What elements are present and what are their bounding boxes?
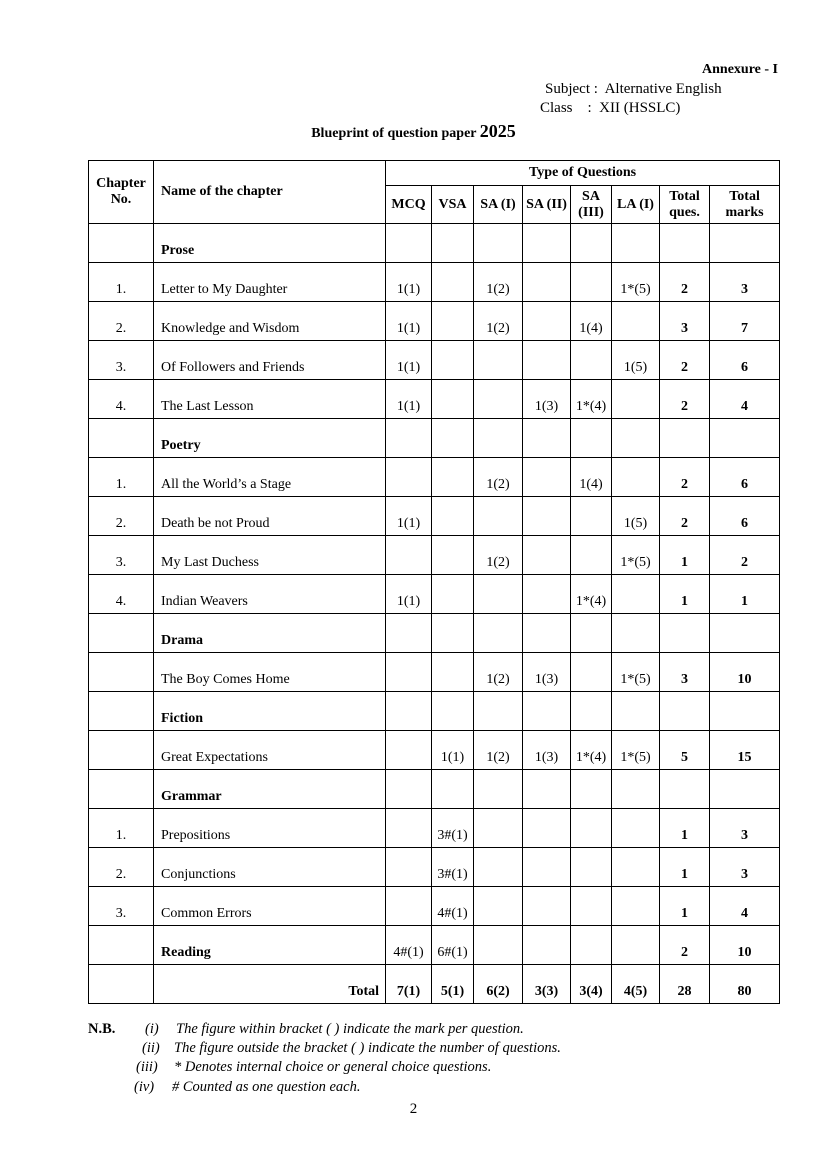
question-count-cell xyxy=(386,770,432,809)
chapter-name-cell: Letter to My Daughter xyxy=(154,263,386,302)
question-count-cell xyxy=(523,497,571,536)
question-count-cell: 1(2) xyxy=(474,731,523,770)
total-questions-cell: 1 xyxy=(660,809,710,848)
table-row xyxy=(89,653,780,692)
total-marks-cell xyxy=(710,614,780,653)
question-count-cell xyxy=(432,341,474,380)
question-count-cell: 1*(5) xyxy=(612,536,660,575)
question-count-cell: 1(4) xyxy=(571,302,612,341)
question-count-cell: 3#(1) xyxy=(432,809,474,848)
question-count-cell: 1(5) xyxy=(612,497,660,536)
table-body xyxy=(89,224,780,1004)
question-count-cell xyxy=(432,692,474,731)
chapter-no-cell xyxy=(89,419,154,458)
total-questions-cell: 1 xyxy=(660,536,710,575)
question-count-cell: 3#(1) xyxy=(432,848,474,887)
header-type-col: SA (II) xyxy=(523,186,571,224)
total-marks-cell: 6 xyxy=(710,497,780,536)
question-count-cell: 6#(1) xyxy=(432,926,474,965)
total-questions-cell: 1 xyxy=(660,575,710,614)
question-count-cell xyxy=(474,575,523,614)
section-heading: Poetry xyxy=(154,419,386,458)
chapter-no-cell: 2. xyxy=(89,848,154,887)
total-questions-cell: 3 xyxy=(660,302,710,341)
total-marks-cell: 7 xyxy=(710,302,780,341)
total-marks-cell: 6 xyxy=(710,458,780,497)
total-questions-cell: 1 xyxy=(660,887,710,926)
question-count-cell: 1*(4) xyxy=(571,731,612,770)
table-row xyxy=(89,497,780,536)
question-count-cell: 1(1) xyxy=(432,731,474,770)
note-number: (ii) xyxy=(142,1040,160,1056)
question-count-cell xyxy=(474,770,523,809)
document-title xyxy=(0,121,827,142)
note-text: The figure outside the bracket ( ) indicate the number of questions. xyxy=(174,1040,561,1056)
question-count-cell xyxy=(474,692,523,731)
question-count-cell xyxy=(612,458,660,497)
chapter-no-cell: 3. xyxy=(89,536,154,575)
note-number: (iii) xyxy=(136,1059,158,1075)
question-count-cell xyxy=(523,341,571,380)
question-count-cell xyxy=(474,848,523,887)
total-marks-cell: 10 xyxy=(710,653,780,692)
question-count-cell xyxy=(612,887,660,926)
question-count-cell xyxy=(523,575,571,614)
question-count-cell xyxy=(432,653,474,692)
question-count-cell xyxy=(523,887,571,926)
chapter-no-cell xyxy=(89,731,154,770)
question-count-cell xyxy=(432,419,474,458)
question-count-cell: 1*(4) xyxy=(571,380,612,419)
question-count-cell xyxy=(612,848,660,887)
header-type-of-questions: Type of Questions xyxy=(386,161,780,186)
question-count-cell xyxy=(386,731,432,770)
chapter-name-cell: Death be not Proud xyxy=(154,497,386,536)
chapter-no-cell: 1. xyxy=(89,458,154,497)
question-count-cell xyxy=(432,380,474,419)
question-count-cell: 1(2) xyxy=(474,302,523,341)
note-text: * Denotes internal choice or general choice questions. xyxy=(174,1059,492,1075)
question-count-cell: 4#(1) xyxy=(432,887,474,926)
question-count-cell xyxy=(612,302,660,341)
total-value-cell: 3(4) xyxy=(571,965,612,1004)
chapter-name-cell: Knowledge and Wisdom xyxy=(154,302,386,341)
total-questions-cell: 5 xyxy=(660,731,710,770)
question-count-cell: 1(1) xyxy=(386,497,432,536)
question-count-cell xyxy=(474,497,523,536)
header-type-col: SA (III) xyxy=(571,186,612,224)
question-count-cell xyxy=(571,887,612,926)
total-marks-cell xyxy=(710,770,780,809)
note-text: # Counted as one question each. xyxy=(172,1079,361,1095)
question-count-cell xyxy=(571,653,612,692)
chapter-name-cell: Great Expectations xyxy=(154,731,386,770)
chapter-name-cell: Conjunctions xyxy=(154,848,386,887)
table-row xyxy=(89,848,780,887)
total-row-spacer xyxy=(89,965,154,1004)
question-count-cell xyxy=(523,809,571,848)
total-value-cell: 5(1) xyxy=(432,965,474,1004)
question-count-cell xyxy=(612,770,660,809)
chapter-name-cell: Common Errors xyxy=(154,887,386,926)
total-marks-cell xyxy=(710,692,780,731)
question-count-cell xyxy=(571,497,612,536)
header-type-col: MCQ xyxy=(386,186,432,224)
total-questions-cell: 2 xyxy=(660,497,710,536)
chapter-no-cell: 4. xyxy=(89,575,154,614)
total-questions-cell: 2 xyxy=(660,380,710,419)
section-row xyxy=(89,770,780,809)
total-value-cell: 7(1) xyxy=(386,965,432,1004)
question-count-cell xyxy=(523,536,571,575)
section-row xyxy=(89,614,780,653)
chapter-name-cell: The Last Lesson xyxy=(154,380,386,419)
note-number: (iv) xyxy=(134,1079,155,1095)
question-count-cell: 1(3) xyxy=(523,380,571,419)
section-heading: Drama xyxy=(154,614,386,653)
question-count-cell: 1*(5) xyxy=(612,653,660,692)
question-count-cell xyxy=(523,926,571,965)
annexure-label: Annexure - I xyxy=(702,62,778,77)
chapter-no-cell: 3. xyxy=(89,341,154,380)
question-count-cell: 1(1) xyxy=(386,575,432,614)
total-marks-cell: 3 xyxy=(710,848,780,887)
question-count-cell xyxy=(612,419,660,458)
question-count-cell xyxy=(612,926,660,965)
total-questions-cell: 2 xyxy=(660,926,710,965)
chapter-name-cell: Prepositions xyxy=(154,809,386,848)
question-count-cell xyxy=(571,263,612,302)
total-questions-cell xyxy=(660,692,710,731)
question-count-cell xyxy=(432,302,474,341)
class-line: Class : XII (HSSLC) xyxy=(540,100,681,116)
total-questions-cell: 2 xyxy=(660,341,710,380)
chapter-name-cell: Of Followers and Friends xyxy=(154,341,386,380)
question-count-cell xyxy=(571,926,612,965)
question-count-cell xyxy=(386,653,432,692)
table-row xyxy=(89,380,780,419)
chapter-name-cell: My Last Duchess xyxy=(154,536,386,575)
question-count-cell xyxy=(571,341,612,380)
total-questions-cell: 2 xyxy=(660,263,710,302)
question-count-cell xyxy=(386,887,432,926)
question-count-cell xyxy=(523,614,571,653)
total-marks-cell: 3 xyxy=(710,809,780,848)
question-count-cell xyxy=(386,614,432,653)
header-chapter-name: Name of the chapter xyxy=(154,161,386,224)
total-marks-cell: 6 xyxy=(710,341,780,380)
total-questions-cell: 3 xyxy=(660,653,710,692)
question-count-cell xyxy=(523,302,571,341)
section-row xyxy=(89,224,780,263)
question-count-cell xyxy=(432,224,474,263)
question-count-cell xyxy=(571,770,612,809)
table-row xyxy=(89,263,780,302)
question-count-cell xyxy=(432,614,474,653)
question-count-cell xyxy=(432,458,474,497)
question-count-cell xyxy=(432,263,474,302)
question-count-cell xyxy=(523,263,571,302)
question-count-cell xyxy=(474,926,523,965)
chapter-name-cell: The Boy Comes Home xyxy=(154,653,386,692)
question-count-cell: 1(2) xyxy=(474,263,523,302)
question-count-cell xyxy=(432,536,474,575)
question-count-cell xyxy=(571,224,612,263)
note-text: The figure within bracket ( ) indicate the mark per question. xyxy=(176,1021,524,1037)
table-row xyxy=(89,809,780,848)
question-count-cell: 4#(1) xyxy=(386,926,432,965)
total-questions-cell: 1 xyxy=(660,848,710,887)
question-count-cell xyxy=(523,458,571,497)
question-count-cell xyxy=(474,380,523,419)
header-type-col: LA (I) xyxy=(612,186,660,224)
question-count-cell xyxy=(571,536,612,575)
section-row xyxy=(89,692,780,731)
question-count-cell xyxy=(612,380,660,419)
total-value-cell: 6(2) xyxy=(474,965,523,1004)
header-type-col: Total ques. xyxy=(660,186,710,224)
section-row xyxy=(89,926,780,965)
total-marks-cell: 15 xyxy=(710,731,780,770)
question-count-cell xyxy=(612,809,660,848)
total-value-cell: 80 xyxy=(710,965,780,1004)
question-count-cell xyxy=(386,458,432,497)
chapter-no-cell xyxy=(89,653,154,692)
question-count-cell xyxy=(432,770,474,809)
chapter-no-cell xyxy=(89,224,154,263)
question-count-cell xyxy=(571,848,612,887)
title-text: Blueprint of question paper xyxy=(311,126,480,141)
table-row xyxy=(89,887,780,926)
question-count-cell xyxy=(523,419,571,458)
question-count-cell xyxy=(571,614,612,653)
question-count-cell: 1*(5) xyxy=(612,731,660,770)
total-value-cell: 3(3) xyxy=(523,965,571,1004)
notes-lead: N.B. xyxy=(88,1021,116,1037)
table-row xyxy=(89,731,780,770)
header-type-col: VSA xyxy=(432,186,474,224)
header-type-col: Total marks xyxy=(710,186,780,224)
question-count-cell xyxy=(474,887,523,926)
question-count-cell: 1(1) xyxy=(386,263,432,302)
chapter-no-cell: 3. xyxy=(89,887,154,926)
question-count-cell xyxy=(571,419,612,458)
question-count-cell xyxy=(523,692,571,731)
header-chapter-no: Chapter No. xyxy=(89,161,154,224)
total-questions-cell xyxy=(660,224,710,263)
section-heading: Reading xyxy=(154,926,386,965)
total-questions-cell xyxy=(660,419,710,458)
question-count-cell xyxy=(474,809,523,848)
question-count-cell: 1(2) xyxy=(474,653,523,692)
question-count-cell: 1(1) xyxy=(386,302,432,341)
total-label: Total xyxy=(154,965,386,1004)
question-count-cell xyxy=(571,692,612,731)
total-marks-cell: 4 xyxy=(710,887,780,926)
table-row xyxy=(89,575,780,614)
question-count-cell xyxy=(523,848,571,887)
blueprint-table xyxy=(88,160,780,1004)
header-type-col: SA (I) xyxy=(474,186,523,224)
total-questions-cell xyxy=(660,614,710,653)
question-count-cell: 1(1) xyxy=(386,380,432,419)
question-count-cell xyxy=(386,224,432,263)
chapter-name-cell: All the World’s a Stage xyxy=(154,458,386,497)
total-row xyxy=(89,965,780,1004)
total-questions-cell xyxy=(660,770,710,809)
question-count-cell xyxy=(386,809,432,848)
chapter-no-cell xyxy=(89,926,154,965)
total-marks-cell: 2 xyxy=(710,536,780,575)
question-count-cell: 1(3) xyxy=(523,731,571,770)
total-marks-cell xyxy=(710,419,780,458)
subject-line: Subject : Alternative English xyxy=(545,81,722,97)
table-row xyxy=(89,458,780,497)
table-row xyxy=(89,302,780,341)
chapter-name-cell: Indian Weavers xyxy=(154,575,386,614)
question-count-cell xyxy=(474,224,523,263)
section-heading: Fiction xyxy=(154,692,386,731)
chapter-no-cell: 2. xyxy=(89,497,154,536)
title-year: 2025 xyxy=(479,121,516,141)
question-count-cell xyxy=(474,341,523,380)
page-number: 2 xyxy=(409,1101,418,1117)
question-count-cell: 1(4) xyxy=(571,458,612,497)
question-count-cell xyxy=(386,848,432,887)
total-value-cell: 4(5) xyxy=(612,965,660,1004)
note-number: (i) xyxy=(145,1021,159,1037)
section-heading: Prose xyxy=(154,224,386,263)
chapter-no-cell: 1. xyxy=(89,809,154,848)
question-count-cell xyxy=(612,692,660,731)
chapter-no-cell: 4. xyxy=(89,380,154,419)
chapter-no-cell: 2. xyxy=(89,302,154,341)
total-marks-cell: 10 xyxy=(710,926,780,965)
question-count-cell: 1*(4) xyxy=(571,575,612,614)
question-count-cell: 1(2) xyxy=(474,536,523,575)
question-count-cell xyxy=(474,419,523,458)
question-count-cell xyxy=(386,536,432,575)
question-count-cell: 1(1) xyxy=(386,341,432,380)
section-heading: Grammar xyxy=(154,770,386,809)
question-count-cell: 1*(5) xyxy=(612,263,660,302)
total-marks-cell: 4 xyxy=(710,380,780,419)
question-count-cell xyxy=(386,419,432,458)
table-row xyxy=(89,536,780,575)
question-count-cell xyxy=(612,614,660,653)
section-row xyxy=(89,419,780,458)
question-count-cell xyxy=(432,497,474,536)
question-count-cell: 1(2) xyxy=(474,458,523,497)
chapter-no-cell xyxy=(89,692,154,731)
question-count-cell xyxy=(612,575,660,614)
chapter-no-cell: 1. xyxy=(89,263,154,302)
question-count-cell: 1(5) xyxy=(612,341,660,380)
question-count-cell xyxy=(474,614,523,653)
total-marks-cell xyxy=(710,224,780,263)
question-count-cell: 1(3) xyxy=(523,653,571,692)
total-marks-cell: 1 xyxy=(710,575,780,614)
total-questions-cell: 2 xyxy=(660,458,710,497)
total-marks-cell: 3 xyxy=(710,263,780,302)
chapter-no-cell xyxy=(89,614,154,653)
table-row xyxy=(89,341,780,380)
question-count-cell xyxy=(432,575,474,614)
question-count-cell xyxy=(523,770,571,809)
question-count-cell xyxy=(386,692,432,731)
question-count-cell xyxy=(571,809,612,848)
chapter-no-cell xyxy=(89,770,154,809)
question-count-cell xyxy=(523,224,571,263)
question-count-cell xyxy=(612,224,660,263)
total-value-cell: 28 xyxy=(660,965,710,1004)
